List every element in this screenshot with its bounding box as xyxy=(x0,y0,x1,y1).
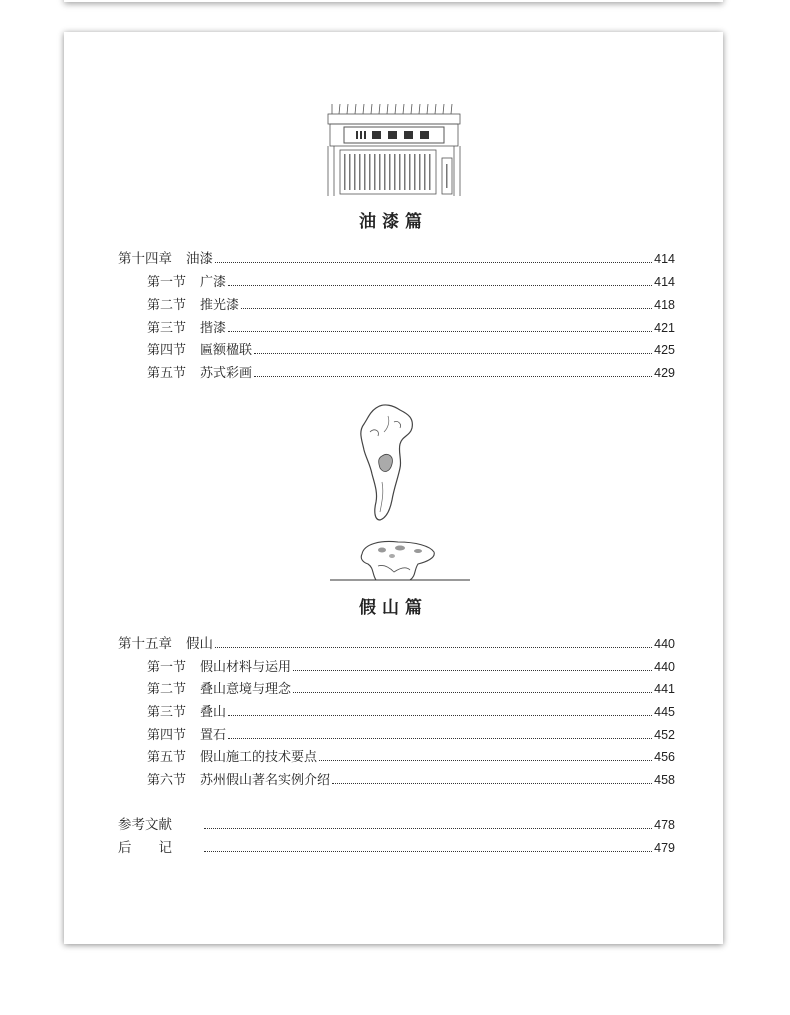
page-number: 425 xyxy=(654,343,675,357)
toc-item-row[interactable] xyxy=(147,771,675,789)
toc-item-row[interactable] xyxy=(147,273,675,291)
page-number: 414 xyxy=(654,252,675,266)
item-title: 叠山 xyxy=(200,705,227,720)
item-title: 揩漆 xyxy=(200,321,227,336)
item-label: 第四节 xyxy=(147,728,187,743)
leader-dots xyxy=(332,782,652,784)
page-number: 440 xyxy=(654,637,675,651)
item-label: 第二节 xyxy=(147,682,187,697)
item-title: 推光漆 xyxy=(200,298,240,313)
previous-page-edge xyxy=(64,0,723,2)
leader-dots xyxy=(254,375,652,377)
page-number: 418 xyxy=(654,298,675,312)
item-label: 第五节 xyxy=(147,366,187,381)
item-title: 假山材料与运用 xyxy=(200,660,292,675)
item-label: 第四节 xyxy=(147,343,187,358)
leader-dots xyxy=(293,669,652,671)
toc-item-row[interactable] xyxy=(147,296,675,314)
toc-item-row[interactable] xyxy=(147,319,675,337)
section-title-rockery: 假山篇 xyxy=(359,598,428,618)
page-number: 440 xyxy=(654,660,675,674)
toc-appendix-row[interactable] xyxy=(118,816,675,834)
page-number: 452 xyxy=(654,728,675,742)
toc-item-row[interactable] xyxy=(147,364,675,382)
toc-item-row[interactable] xyxy=(147,703,675,721)
leader-dots xyxy=(228,330,652,332)
toc-page xyxy=(64,32,723,944)
page-number: 456 xyxy=(654,750,675,764)
chapter-title: 假山 xyxy=(186,636,213,652)
leader-dots xyxy=(319,759,652,761)
item-title: 假山施工的技术要点 xyxy=(200,750,318,765)
item-title: 苏州假山著名实例介绍 xyxy=(200,773,331,788)
toc-chapter-row[interactable] xyxy=(118,250,675,268)
page-number: 458 xyxy=(654,773,675,787)
leader-dots xyxy=(228,714,652,716)
item-label: 第二节 xyxy=(147,298,187,313)
item-label: 第三节 xyxy=(147,321,187,336)
chapter-label: 第十四章 xyxy=(118,251,172,267)
appendix-title: 参考文献 xyxy=(118,817,172,833)
plaque-illustration xyxy=(326,102,462,198)
item-title: 匾额楹联 xyxy=(200,343,253,358)
leader-dots xyxy=(204,850,652,852)
chapter-title: 油漆 xyxy=(186,251,213,267)
item-title: 叠山意境与理念 xyxy=(200,682,292,697)
leader-dots xyxy=(241,307,652,309)
leader-dots xyxy=(228,284,652,286)
leader-dots xyxy=(228,737,652,739)
leader-dots xyxy=(215,646,652,648)
page-number: 445 xyxy=(654,705,675,719)
appendix-title: 后 记 xyxy=(118,840,172,856)
item-label: 第五节 xyxy=(147,750,187,765)
page-number: 429 xyxy=(654,366,675,380)
item-label: 第一节 xyxy=(147,660,187,675)
item-label: 第三节 xyxy=(147,705,187,720)
page-number: 414 xyxy=(654,275,675,289)
toc-item-row[interactable] xyxy=(147,341,675,359)
toc-item-row[interactable] xyxy=(147,748,675,766)
page-number: 441 xyxy=(654,682,675,696)
leader-dots xyxy=(293,691,652,693)
item-title: 置石 xyxy=(200,728,227,743)
chapter-label: 第十五章 xyxy=(118,636,172,652)
item-title: 苏式彩画 xyxy=(200,366,253,381)
item-label: 第六节 xyxy=(147,773,187,788)
leader-dots xyxy=(204,827,652,829)
toc-chapter-row[interactable] xyxy=(118,635,675,653)
leader-dots xyxy=(254,352,652,354)
page-number: 421 xyxy=(654,321,675,335)
toc-item-row[interactable] xyxy=(147,680,675,698)
toc-item-row[interactable] xyxy=(147,658,675,676)
page-number: 478 xyxy=(654,818,675,832)
toc-item-row[interactable] xyxy=(147,726,675,744)
standing-rock-illustration xyxy=(354,402,424,524)
toc-appendix-row[interactable] xyxy=(118,839,675,857)
page-number: 479 xyxy=(654,841,675,855)
item-label: 第一节 xyxy=(147,275,187,290)
leader-dots xyxy=(215,261,652,263)
item-title: 广漆 xyxy=(200,275,227,290)
flat-rock-illustration xyxy=(330,536,470,586)
section-title-lacquer: 油漆篇 xyxy=(359,212,428,232)
